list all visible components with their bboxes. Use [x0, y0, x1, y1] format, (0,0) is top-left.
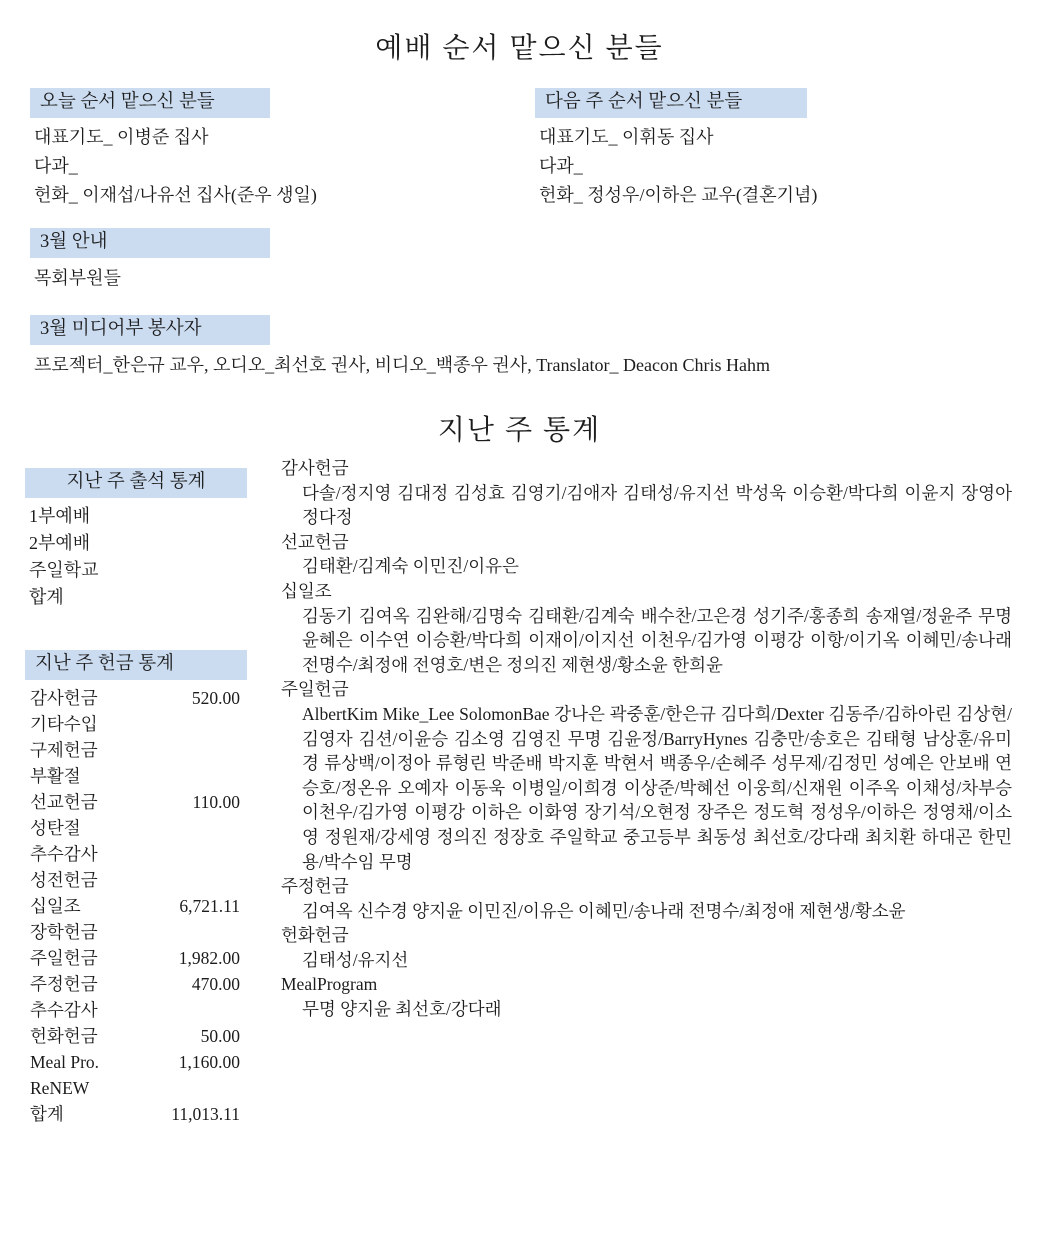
- offering-row-label: 부활절: [30, 766, 81, 786]
- today-duty-section-header: 오늘 순서 맡으신 분들: [30, 88, 270, 118]
- today-duty-list: [30, 123, 500, 210]
- offering-row: [30, 685, 240, 711]
- donor-section-label: MealProgram: [281, 974, 378, 995]
- donor-section: [281, 456, 1012, 530]
- donor-sections: [281, 456, 1012, 1022]
- attendance-row: 주일학교: [29, 560, 99, 580]
- attendance-list: [25, 503, 255, 611]
- donor-section-label: 주일헌금: [281, 679, 349, 700]
- donor-section-label: 주정헌금: [281, 876, 349, 897]
- offering-row: [30, 997, 240, 1023]
- next-week-duty-list: [535, 123, 1015, 210]
- offering-row-label: 장학헌금: [30, 922, 98, 942]
- offering-row-amount: 50.00: [200, 1026, 240, 1046]
- offering-row-label: 선교헌금: [30, 792, 98, 812]
- offering-row: [30, 1049, 240, 1075]
- today-duty-row: 다과_: [34, 156, 78, 176]
- donor-section-names: 김태환/김계숙 이민진/이유은: [302, 556, 519, 577]
- offering-row-label: 헌화헌금: [30, 1026, 98, 1046]
- offering-row-label: 감사헌금: [30, 688, 98, 708]
- offering-row: [30, 971, 240, 997]
- donor-section-label: 십일조: [281, 580, 332, 601]
- march-media-body: 프로젝터_한은규 교우, 오디오_최선호 권사, 비디오_백종우 권사, Translator_ Deacon Chris Hahm: [34, 355, 770, 375]
- offering-row-amount: 110.00: [192, 792, 240, 812]
- offering-stats-section: [25, 650, 247, 1127]
- march-notice-section-header: 3월 안내: [30, 228, 270, 258]
- offering-row: [30, 867, 240, 893]
- donor-section-names: 김여옥 신수경 양지윤 이민진/이유은 이혜민/송나래 전명수/최정애 제현생/황소윤: [302, 900, 906, 921]
- offering-row-label: Meal Pro.: [30, 1052, 100, 1072]
- offering-stats-header: 지난 주 헌금 통계: [25, 650, 247, 680]
- offering-row: [30, 763, 240, 789]
- page-title-worship-order: 예배 순서 맡으신 분들: [375, 33, 664, 64]
- donor-section-names: 다솔/정지영 김대정 김성효 김영기/김애자 김태성/유지선 박성욱 이승환/박다희 이윤지 장영아 정다정: [302, 482, 1012, 528]
- offering-row: [30, 945, 240, 971]
- offering-row: [30, 893, 240, 919]
- donor-section-label: 선교헌금: [281, 531, 349, 552]
- offering-row-label: 성탄절: [30, 818, 81, 838]
- offering-row-label: 십일조: [30, 896, 81, 916]
- offering-row: [30, 815, 240, 841]
- attendance-stats-header: 지난 주 출석 통계: [25, 468, 247, 498]
- next-week-duty-section: [535, 88, 1015, 210]
- today-duty-section: [30, 88, 500, 210]
- offering-row-amount: 1,160.00: [178, 1052, 240, 1072]
- donor-section-names: AlbertKim Mike_Lee SolomonBae 강나은 곽중훈/한은규 김다희/Dexter 김동주/김하아린 김상현/김영자 김션/이윤승 김소영 김영진 무명 김윤정/BarryHynes 김충만/송호은 김태형 남상훈/유미경 류상백/이정아 류형린 박준배 박지훈 박현서 백종우/손혜주 성무제/김정민 성예은 안보배 연승호/정온유 오예자 이동욱 이병일/이희경 이상준/박혜선 이웅희/신재원 이주옥 이채성/차부승 이천우/김가영 이평강 이하은 이화영 장기석/오현정 장주은 정도혁 정성우/이하은 정영채/이소영 정원재/강세영 정의진 정장호 주일학교 중고등부 최동성 최선호/강다래 최치환 하대곤 한민용/박수임 무명: [302, 703, 1012, 872]
- offering-row-label: 구제헌금: [30, 740, 98, 760]
- donor-section-label: 헌화헌금: [281, 925, 349, 946]
- march-notice-section: [30, 228, 500, 293]
- offering-row-label: 기타수입: [30, 714, 98, 734]
- offering-row-label: 합계: [30, 1104, 64, 1124]
- offering-row: [30, 711, 240, 737]
- offering-row-label: ReNEW: [30, 1078, 90, 1098]
- march-media-section: [30, 315, 1020, 380]
- offering-row-label: 성전헌금: [30, 870, 98, 890]
- offering-row-label: 주정헌금: [30, 974, 98, 994]
- offering-row-amount: 11,013.11: [171, 1104, 240, 1124]
- offering-row: [30, 919, 240, 945]
- next-week-duty-row: 대표기도_ 이휘동 집사: [539, 127, 714, 147]
- donor-names-column: [281, 456, 1012, 1022]
- donor-section-label: 감사헌금: [281, 458, 349, 478]
- offering-row-amount: 470.00: [191, 974, 240, 994]
- offering-row: [30, 789, 240, 815]
- attendance-row: 2부예배: [29, 533, 91, 553]
- donor-section: [281, 923, 1012, 972]
- today-duty-row: 헌화_ 이재섭/나유선 집사(준우 생일): [34, 185, 317, 205]
- offering-row: [30, 1101, 240, 1127]
- donor-section: [281, 530, 1012, 579]
- attendance-stats-section: [25, 468, 255, 611]
- donor-section: [281, 972, 1012, 1021]
- offering-row: [30, 1075, 240, 1101]
- offering-row: [30, 1023, 240, 1049]
- march-media-section-header: 3월 미디어부 봉사자: [30, 315, 270, 345]
- page-title-last-week-stats: 지난 주 통계: [437, 415, 602, 446]
- next-week-duty-row: 헌화_ 정성우/이하은 교우(결혼기념): [539, 185, 818, 205]
- donor-section-names: 김동기 김여옥 김완해/김명숙 김태환/김계숙 배수찬/고은경 성기주/홍종희 송재열/정윤주 무명 윤혜은 이수연 이승환/박다희 이재이/이지선 이천우/김가영 이평강 이항/이기옥 이혜민/송나래 전명수/최정애 전영호/변은 정의진 제현생/황소윤 한희윤: [302, 605, 1012, 675]
- offering-table: [25, 685, 240, 1127]
- offering-row-amount: 520.00: [191, 688, 240, 708]
- offering-row-label: 추수감사: [30, 1000, 98, 1020]
- donor-section-names: 김태성/유지선: [302, 949, 409, 970]
- attendance-row: 합계: [29, 587, 64, 607]
- next-week-duty-section-header: 다음 주 순서 맡으신 분들: [535, 88, 807, 118]
- offering-row-amount: 6,721.11: [179, 896, 240, 916]
- donor-section-names: 무명 양지윤 최선호/강다래: [302, 999, 502, 1020]
- march-notice-body: 목회부원들: [34, 268, 121, 288]
- next-week-duty-row: 다과_: [539, 156, 583, 176]
- attendance-row: 1부예배: [29, 506, 91, 526]
- offering-row: [30, 841, 240, 867]
- offering-row: [30, 737, 240, 763]
- donor-section: [281, 874, 1012, 923]
- offering-row-label: 추수감사: [30, 844, 98, 864]
- donor-section: [281, 677, 1012, 874]
- today-duty-row: 대표기도_ 이병준 집사: [34, 127, 209, 147]
- offering-row-label: 주일헌금: [30, 948, 98, 968]
- donor-section: [281, 579, 1012, 677]
- offering-row-amount: 1,982.00: [178, 948, 240, 968]
